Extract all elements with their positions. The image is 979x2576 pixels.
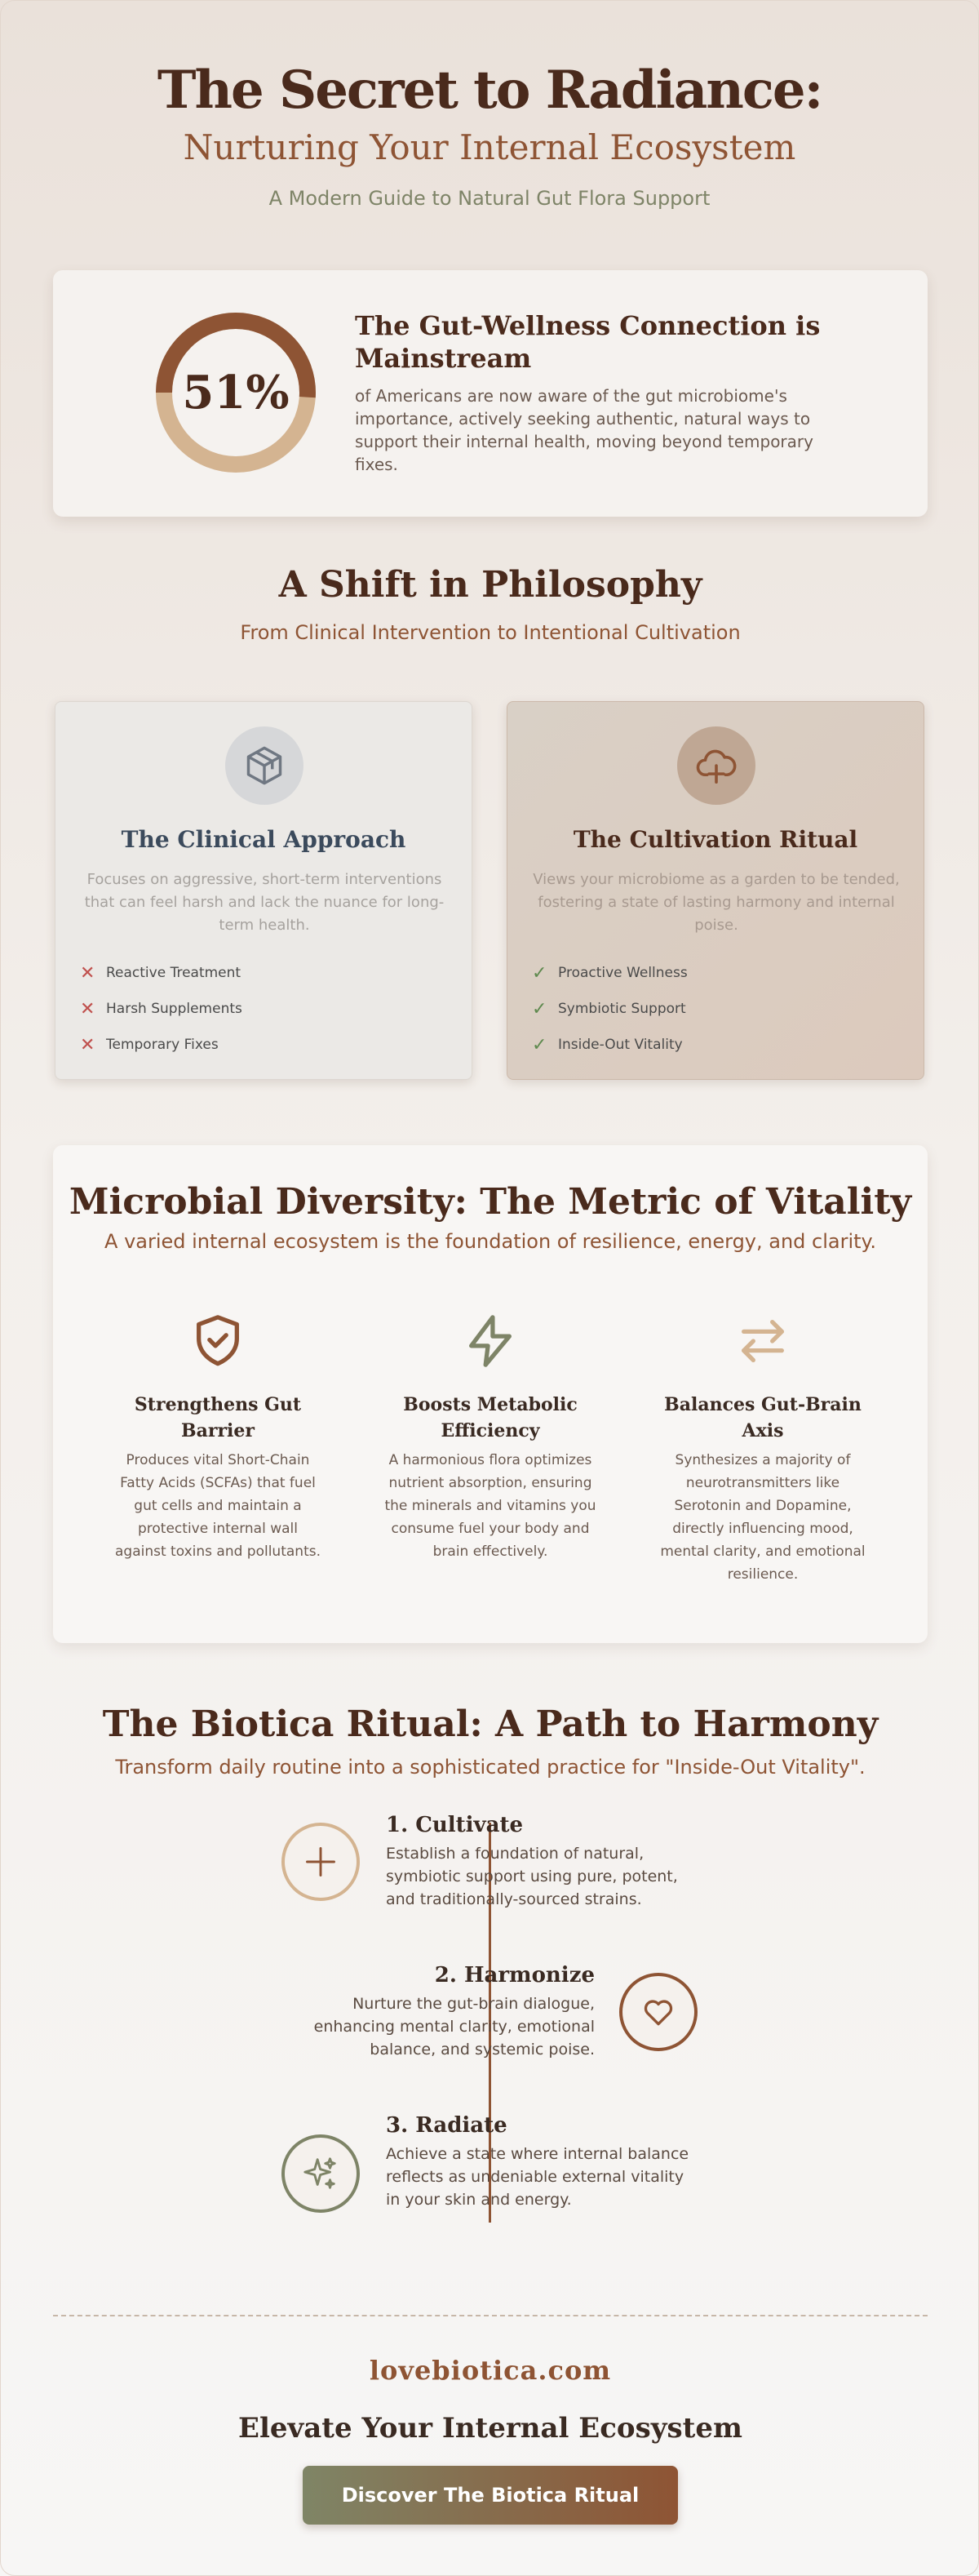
x-icon: ✕ xyxy=(80,998,95,1019)
footer-title: Elevate Your Internal Ecosystem xyxy=(238,2412,742,2445)
check-icon: ✓ xyxy=(532,962,547,984)
list-item: ✓ Inside-Out Vitality xyxy=(532,1034,683,1055)
cube-icon xyxy=(225,726,303,805)
philosophy-title: A Shift in Philosophy xyxy=(278,564,702,606)
diversity-column-text: Produces vital Short-Chain Fatty Acids (SCFAs) that fuel gut cells and maintain a protective internal wall against toxins and pollutants. xyxy=(115,1452,321,1560)
diversity-column-title: Balances Gut-Brain Axis xyxy=(664,1394,862,1441)
list-item: ✕ Reactive Treatment xyxy=(80,962,241,984)
step-description: Nurture the gut-brain dialogue, enhancing mental clarity, emotional balance, and systemic poise. xyxy=(313,1995,595,2059)
ritual-list xyxy=(532,955,688,1063)
step-title: 2. Harmonize xyxy=(434,1963,595,1988)
plus-icon xyxy=(281,1823,360,1901)
page-subtitle: Nurturing Your Internal Ecosystem xyxy=(183,127,796,167)
clinical-approach-card xyxy=(55,701,472,1080)
stat-description: of Americans are now aware of the gut microbiome's importance, actively seeking authentic, natural ways to support their internal health, moving beyond temporary fixes. xyxy=(355,386,813,474)
header xyxy=(1,1,978,210)
step-title: 1. Cultivate xyxy=(386,1813,524,1837)
check-icon: ✓ xyxy=(532,1034,547,1055)
arrows-exchange-icon xyxy=(657,1310,869,1372)
x-icon: ✕ xyxy=(80,962,95,984)
sparkles-icon xyxy=(281,2134,360,2213)
diversity-column xyxy=(657,1310,869,1586)
clinical-title: The Clinical Approach xyxy=(121,826,406,853)
stat-value: 51% xyxy=(182,366,290,420)
cultivation-ritual-card xyxy=(507,701,924,1080)
diversity-title: Microbial Diversity: The Metric of Vitality xyxy=(69,1181,912,1223)
shield-check-icon xyxy=(112,1310,324,1372)
cloud-plus-icon xyxy=(677,726,755,805)
list-item: ✕ Harsh Supplements xyxy=(80,998,242,1019)
diversity-column xyxy=(384,1310,596,1563)
heart-icon xyxy=(619,1973,698,2051)
ritual-title: The Cultivation Ritual xyxy=(573,826,858,853)
diversity-column-text: Synthesizes a majority of neurotransmitters like Serotonin and Dopamine, directly influencing mood, mental clarity, and emotional resilience. xyxy=(660,1452,866,1583)
diversity-card xyxy=(53,1145,928,1643)
ritual-subtitle: Transform daily routine into a sophisticated practice for "Inside-Out Vitality". xyxy=(115,1756,866,1779)
lightning-icon xyxy=(384,1310,596,1372)
diversity-column-text: A harmonious flora optimizes nutrient absorption, ensuring the minerals and vitamins you consume fuel your body and brain effectively. xyxy=(384,1452,596,1560)
site-url[interactable]: lovebiotica.com xyxy=(369,2355,612,2386)
list-item: ✓ Proactive Wellness xyxy=(532,962,688,984)
step-description: Achieve a state where internal balance reflects as undeniable external vitality in your skin and energy. xyxy=(386,2145,689,2209)
page-title: The Secret to Radiance: xyxy=(157,60,822,121)
diversity-column-title: Boosts Metabolic Efficiency xyxy=(403,1394,578,1441)
step-title: 3. Radiate xyxy=(386,2113,507,2138)
check-icon: ✓ xyxy=(532,998,547,1019)
clinical-list xyxy=(80,955,242,1063)
stat-card xyxy=(53,270,928,517)
ritual-title: The Biotica Ritual: A Path to Harmony xyxy=(102,1703,879,1745)
page-tagline: A Modern Guide to Natural Gut Flora Support xyxy=(268,187,711,210)
x-icon: ✕ xyxy=(80,1034,95,1055)
list-item: ✓ Symbiotic Support xyxy=(532,998,686,1019)
ritual-description: Views your microbiome as a garden to be tended, fostering a state of lasting harmony and internal poise. xyxy=(533,871,900,934)
footer-divider xyxy=(53,2315,928,2316)
diversity-subtitle: A varied internal ecosystem is the foundation of resilience, energy, and clarity. xyxy=(104,1230,876,1253)
stat-title: The Gut-Wellness Connection is Mainstream xyxy=(355,310,821,374)
list-item: ✕ Temporary Fixes xyxy=(80,1034,219,1055)
clinical-description: Focuses on aggressive, short-term interventions that can feel harsh and lack the nuance for long-term health. xyxy=(84,871,445,934)
diversity-column xyxy=(112,1310,324,1563)
step-description: Establish a foundation of natural, symbiotic support using pure, potent, and traditionally-sourced strains. xyxy=(386,1845,678,1908)
diversity-column-title: Strengthens Gut Barrier xyxy=(134,1394,302,1441)
philosophy-subtitle: From Clinical Intervention to Intentional Cultivation xyxy=(240,621,741,644)
discover-ritual-button[interactable]: Discover The Biotica Ritual xyxy=(303,2466,678,2525)
